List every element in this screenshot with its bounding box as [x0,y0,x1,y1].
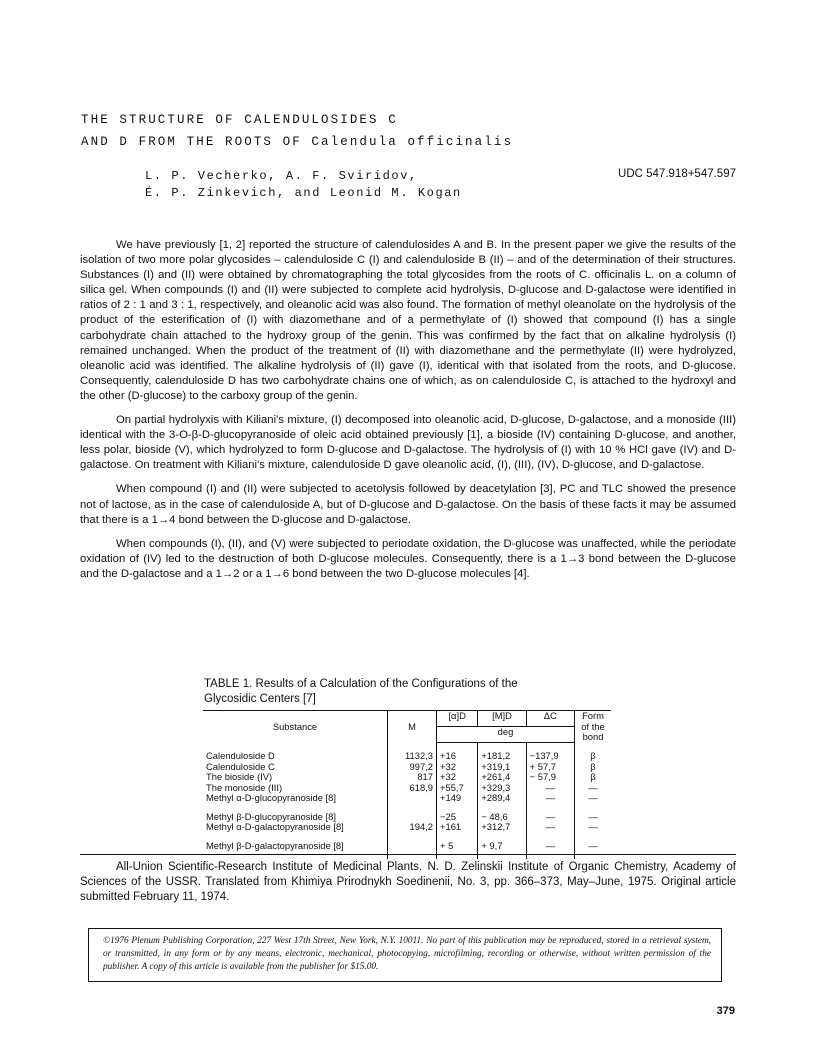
copyright-box [88,928,722,982]
cell-form: β [575,751,612,762]
cell-substance: Methyl α-D-galactopyranoside [8] [206,821,344,832]
cell-form: — [575,822,612,833]
page-number: 379 [716,1005,735,1017]
configuration-table [203,710,611,859]
cell-alpha: +32 [437,772,478,783]
cell-delta: — [526,822,574,833]
table-row [203,841,611,852]
copyright-text: ©1976 Plenum Publishing Corporation, 227 West 17th Street, New York, N.Y. 10011. No part of this publication may be reproduced, stored in a retrieval system, or transmitted, in any form or by any means, electronic, mechanical, photocopying, microfilming, recording or otherwise, without written permission of the publisher. A copy of this article is available from the publisher for $15.00. [103,936,711,972]
cell-mol: +181,2 [478,751,526,762]
table-caption-line-1: TABLE 1. Results of a Calculation of the Configurations of the [204,678,518,690]
article-title [81,109,741,153]
cell-mol: +289,4 [478,793,526,804]
col-header-deg: deg [437,727,575,743]
udc-code: UDC 547.918+547.597 [618,168,736,180]
table-row [203,822,611,833]
cell-mol: +319,1 [478,762,526,773]
table-row [203,772,611,783]
cell-substance: Methyl β-D-glucopyranoside [8] [206,810,336,822]
cell-alpha: +32 [437,762,478,773]
cell-m [388,793,437,804]
col-header-delta: ΔC [526,711,574,727]
cell-form: — [575,841,612,852]
col-header-m: M [388,711,437,743]
cell-substance: The monoside (III) [206,781,283,793]
paragraph-2: On partial hydrolyxis with Kiliani's mixture, (I) decomposed into oleanolic acid, D-glucose, D-galactose, and a monoside (III) identical with the 3-O-β-D-glucopyranoside of oleic acid obtained previously [1], a bioside (IV) containing D-glucose, and another, less polar, bioside (V), which hydrolyzed to form D-glucose and D-galactose. The hydrolysis of (I) with 10 % HCl gave (IV) and D-galactose. On treatment with Kiliani's mixture, calenduloside D gave oleanolic acid, (I), (III), (IV), D-glucose, and D-galactose. [80,414,736,472]
cell-delta: — [526,812,574,823]
cell-form: β [575,762,612,773]
table-row [203,751,611,762]
table-row [203,793,611,804]
cell-delta: −137,9 [526,751,574,762]
cell-alpha: +16 [437,751,478,762]
article-body [80,238,736,591]
cell-substance: Calenduloside D [206,750,275,761]
col-header-alpha: [α]D [437,711,478,727]
paragraph-4: When compounds (I), (II), and (V) were subjected to periodate oxidation, the D-glucose was unaffected, while the periodate oxidation of (IV) led to the destruction of both D-glucose molecules. Consequently, there is a 1→3 bond between the D-glucose and the D-galactose and a 1→2 or a 1→6 bond between the two D-glucose molecules [4]. [80,537,736,580]
cell-alpha: + 5 [437,841,478,852]
cell-mol: +312,7 [478,822,526,833]
paragraph-3: When compound (I) and (II) were subjected to acetolysis followed by deacetylation [3], PC and TLC showed the presence not of lactose, as in the case of calenduloside A, but of D-glucose and D-galactose. On the basis of these facts it may be assumed that there is a 1→4 bond between the D-glucose and D-galactose. [80,483,736,526]
affiliation-text: All-Union Scientific-Research Institute of Medicinal Plants. N. D. Zelinskii Institute of Organic Chemistry, Academy of Sciences of the USSR. Translated from Khimiya Prirodnykh Soedinenii, No. 3, pp. 366–373, May–June, 1975. Original article submitted February 11, 1974. [80,861,736,903]
cell-alpha: +55,7 [437,783,478,794]
authors-line-2: É. P. Zinkevich, and Leonid M. Kogan [145,186,462,200]
author-list [145,168,565,202]
title-line-1: THE STRUCTURE OF CALENDULOSIDES C [81,113,398,127]
cell-form: — [575,793,612,804]
cell-substance: Methyl β-D-galactopyranoside [8] [206,839,344,851]
cell-delta: — [526,793,574,804]
cell-alpha: +149 [437,793,478,804]
authors-line-1: L. P. Vecherko, A. F. Sviridov, [145,169,418,183]
cell-alpha: −25 [437,812,478,823]
cell-delta: — [526,783,574,794]
cell-m: 817 [388,772,437,783]
cell-m: 194,2 [388,822,437,833]
cell-mol: − 48,6 [478,812,526,823]
cell-mol: +329,3 [478,783,526,794]
cell-delta: — [526,841,574,852]
cell-substance: Calenduloside C [206,760,275,772]
title-line-2: AND D FROM THE ROOTS OF Calendula officinalis [81,135,514,149]
footnote-rule [80,854,736,855]
cell-mol: +261,4 [478,772,526,783]
cell-substance: Methyl α-D-glucopyranoside [8] [206,792,336,803]
cell-form: β [575,772,612,783]
affiliation-note [80,860,736,905]
cell-alpha: +161 [437,822,478,833]
col-header-mol: [M]D [478,711,526,727]
col-header-substance: Substance [203,711,388,743]
cell-substance: The bioside (IV) [206,771,273,782]
cell-m [388,841,437,852]
paragraph-1: We have previously [1, 2] reported the structure of calendulosides A and B. In the present paper we give the results of the isolation of two more polar glycosides – calenduloside C (I) and calenduloside B (II) – and of the determination of their structures. Substances (I) and (II) were obtained by chromatographing the total glycosides from the roots of C. officinalis L. on a column of silica gel. When compounds (I) and (II) were subjected to complete acid hydrolysis, D-glucose and D-galactose were identified in ratios of 2 : 1 and 3 : 1, respectively, and oleanolic acid was also found. The formation of methyl oleanolate on the hydrolysis of the product of the esterification of (I) with diazomethane and of a permethylate of (I) showed that compound (I) has a single carbohydrate chain attached to the hydroxy group of the genin. This was confirmed by the fact that on alkaline hydrolysis (I) remained unchanged. When the product of the treatment of (II) with diazomethane and the permethylate (II) were hydrolyzed, oleanolic acid was identified. The alkaline hydrolysis of (II) gave (I), identical with that isolated from the roots, and D-glucose. Consequently, calenduloside D has two carbohydrate chains one of which, as on calenduloside C, is attached to the hydroxyl and the other (D-glucose) to the carboxy group of the genin. [80,239,736,402]
cell-delta: − 57,9 [526,772,574,783]
cell-mol: + 9,7 [478,841,526,852]
table-caption-line-2: Glycosidic Centers [7] [204,693,316,705]
col-header-form: Form of the bond [575,711,612,743]
cell-m: 997,2 [388,762,437,773]
cell-m: 1132,3 [388,751,437,762]
table-caption [204,677,624,707]
cell-m: 618,9 [388,783,437,794]
cell-form: — [575,783,612,794]
cell-delta: + 57,7 [526,762,574,773]
cell-form: — [575,812,612,823]
